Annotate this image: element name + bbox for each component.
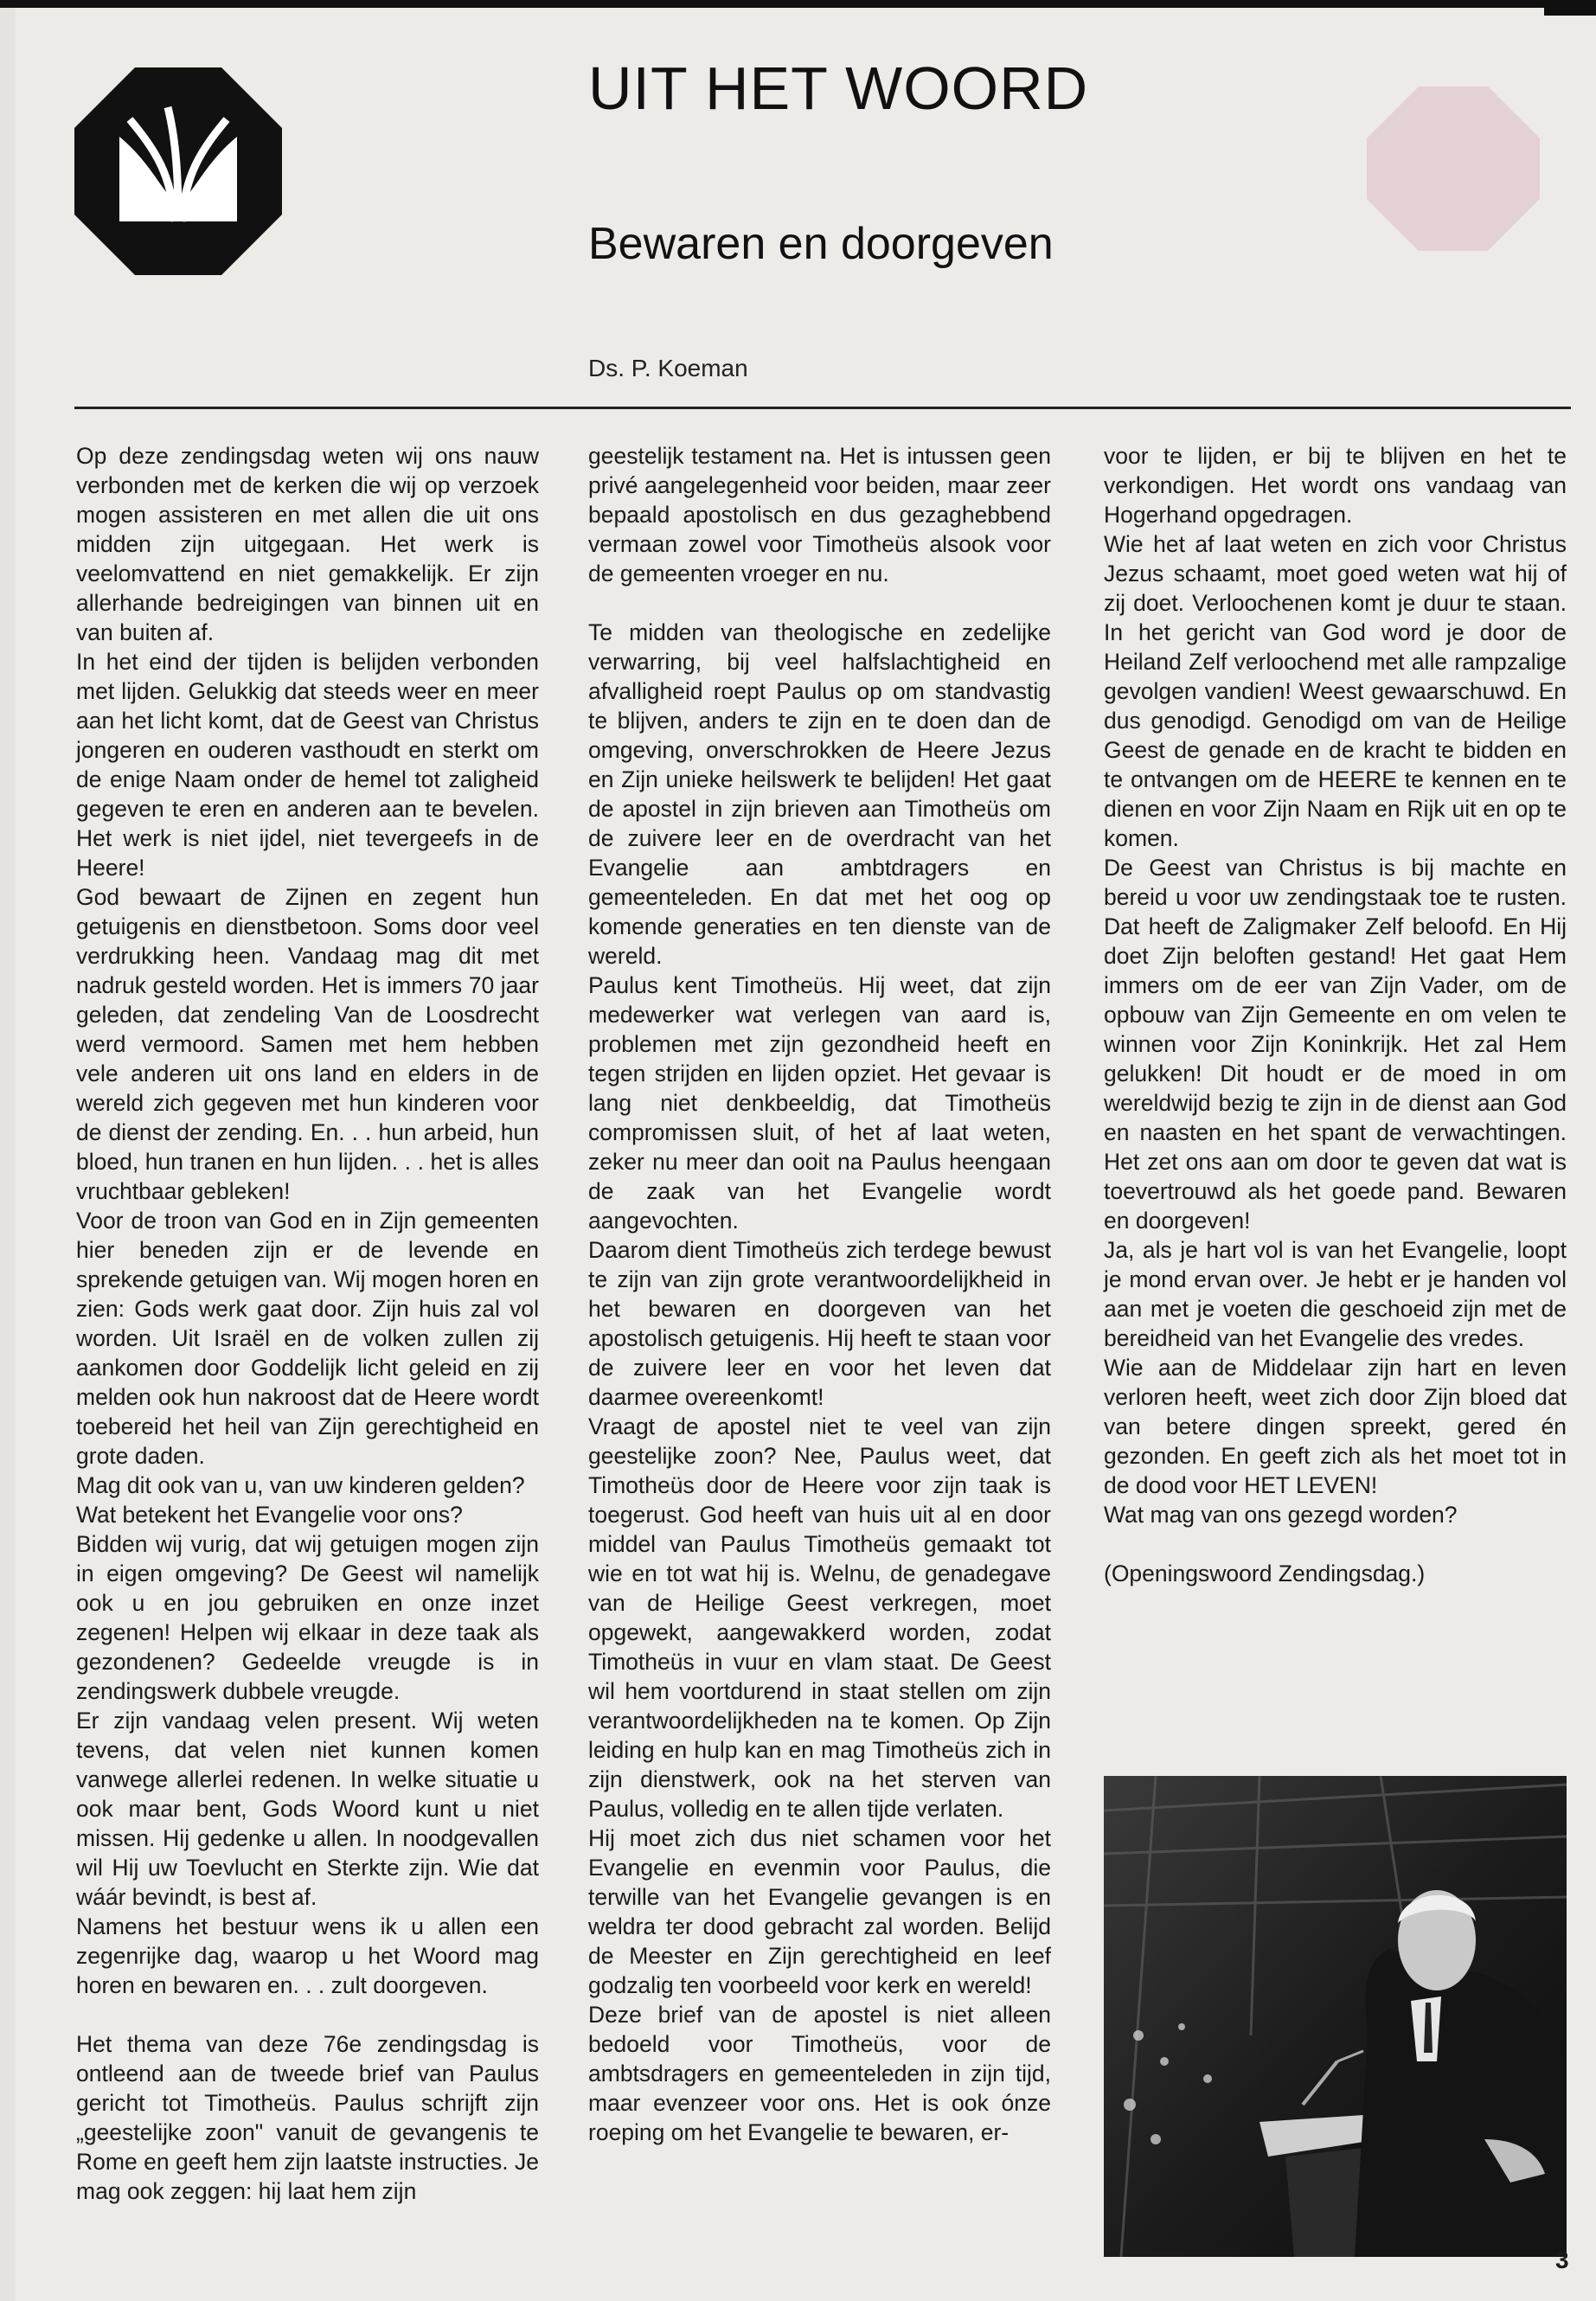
author-byline: Ds. P. Koeman (588, 355, 748, 381)
paragraph: Wie het af laat weten en zich voor Christus Jezus schaamt, moet goed weten wat hij of zij doet. Verloochenen komt je duur te staan. In het gericht van God word je door de Heiland Zelf verloochend met alle rampzalige gevolgen vandien! Weest gewaarschuwd. En dus genodigd. Genodigd om van de Heilige Geest de genade en de kracht te bidden en te ontvangen om de HEERE te kennen en te dienen en voor Zijn Naam en Rijk uit en op te komen. (1104, 531, 1567, 851)
text-column-3 (1104, 441, 1567, 1588)
article-title: Bewaren en doorgeven (588, 219, 1054, 269)
paragraph: Wie aan de Middelaar zijn hart en leven verloren heeft, weet zich door Zijn bloed dat van betere dingen spreekt, gered én gezonden. En geeft zich als het moet tot in de dood voor HET LEVEN! (1104, 1355, 1567, 1498)
paragraph: voor te lijden, er bij te blijven en het te verkondigen. Het wordt ons vandaag van Hogerhand opgedragen. (1104, 443, 1567, 528)
paragraph: Deze brief van de apostel is niet alleen bedoeld voor Timotheüs, voor de ambtsdragers en gemeenteleden in zijn tijd, maar evenzeer voor ons. Het is ook ónze roeping om het Evangelie te bewaren, er- (588, 2002, 1051, 2145)
paragraph: In het eind der tijden is belijden verbonden met lijden. Gelukkig dat steeds weer en meer aan het licht komt, dat de Geest van Christus jongeren en ouderen vasthoudt en sterkt om de enige Naam onder de hemel tot zaligheid gegeven te eren en anderen aan te bevelen. Het werk is niet ijdel, niet tevergeefs in de Heere! (76, 649, 539, 881)
paragraph: Op deze zendingsdag weten wij ons nauw verbonden met de kerken die wij op verzoek mogen assisteren en met allen die uit ons midden zijn uitgegaan. Het werk is veelomvattend en niet gemakkelijk. Er zijn allerhande bedreigingen van binnen uit en van buiten af. (76, 443, 539, 645)
paragraph: Daarom dient Timotheüs zich terdege bewust te zijn van zijn grote verantwoordelijkheid in het bewaren en doorgeven van het apostolisch getuigenis. Hij heeft te staan voor de zuivere leer en voor het leven dat daarmee overeenkomt! (588, 1237, 1051, 1410)
text-column-1 (76, 441, 539, 2206)
closing-note: (Openingswoord Zendingsdag.) (1104, 1561, 1426, 1586)
speaker-photo (1104, 1776, 1567, 2257)
paragraph: Voor de troon van God en in Zijn gemeenten hier beneden zijn er de levende en sprekende getuigen van. Wij mogen horen en zien: Gods werk gaat door. Zijn huis zal vol worden. Uit Israël en de volken zullen zij aankomen door Goddelijk licht geleid en zij melden ook hun nakroost dat de Heere wordt toebereid het heil van Zijn gerechtigheid en grote daden. (76, 1208, 539, 1469)
paragraph: Te midden van theologische en zedelijke verwarring, bij veel halfslachtigheid en afvalligheid roept Paulus op om standvastig te blijven, anders te zijn en te doen dan de omgeving, onverschrokken de Heere Jezus en Zijn unieke heilswerk te belijden! Het gaat de apostel in zijn brieven aan Timotheüs om de zuivere leer en de overdracht van het Evangelie aan ambtdragers en gemeenteleden. En dat met het oog op komende generaties en ten dienste van de wereld. (588, 619, 1051, 969)
bleed-through-logo (1367, 87, 1540, 251)
paragraph: De Geest van Christus is bij machte en bereid u voor uw zendingstaak toe te rusten. Dat heeft de Zaligmaker Zelf beloofd. En Hij doet Zijn beloften gestand! Het gaat Hem immers om de eer van Zijn Vader, om de opbouw van Zijn Gemeente en om velen te winnen voor Zijn Koninkrijk. Het zal Hem gelukken! Dit houdt er de moed in om wereldwijd bezig te zijn in de dienst aan God en naasten en het spant de verwachtingen. Het zet ons aan om door te geven dat wat is toevertrouwd als het goede pand. Bewaren en doorgeven! (1104, 855, 1567, 1234)
paragraph: Hij moet zich dus niet schamen voor het Evangelie en evenmin voor Paulus, die terwille van het Evangelie gevangen is en weldra ter dood gebracht zal worden. Belijd de Meester en Zijn gerechtigheid en leef godzalig ten voorbeeld voor kerk en wereld! (588, 1825, 1051, 1998)
section-title: UIT HET WOORD (588, 54, 1089, 122)
paragraph: Er zijn vandaag velen present. Wij weten tevens, dat velen niet kunnen komen vanwege allerlei redenen. In welke situatie u ook maar bent, Gods Woord kunt u niet missen. Hij gedenke u allen. In noodgevallen wil Hij uw Toevlucht en Sterkte zijn. Wie dat wáár bevindt, is best af. (76, 1708, 539, 1910)
top-corner-mark (1544, 0, 1596, 16)
paragraph: Paulus kent Timotheüs. Hij weet, dat zijn medewerker wat verlegen van aard is, problemen met zijn gezondheid heeft en tegen strijden en lijden opziet. Het gevaar is lang niet denkbeeldig, dat Timotheüs compromissen sluit, of het af laat weten, zeker nu meer dan ooit na Paulus heengaan de zaak van het Evangelie wordt aangevochten. (588, 972, 1051, 1234)
paragraph: geestelijk testament na. Het is intussen geen privé aangelegenheid voor beiden, maar zeer bepaald apostolisch en dus gezaghebbend vermaan zowel voor Timotheüs alsook voor de gemeenten vroeger en nu. (588, 443, 1051, 586)
top-border (0, 0, 1596, 8)
paragraph: Mag dit ook van u, van uw kinderen gelden? (76, 1472, 525, 1498)
page-number: 3 (1555, 2247, 1569, 2273)
paragraph: Het thema van deze 76e zendingsdag is ontleend aan de tweede brief van Paulus gericht tot Timotheüs. Paulus schrijft zijn „geestelijke zoon" vanuit de gevangenis te Rome en geeft hem zijn laatste instructies. Je mag ook zeggen: hij laat hem zijn (76, 2031, 539, 2204)
paragraph: Wat betekent het Evangelie voor ons? (76, 1502, 463, 1528)
paragraph: Vraagt de apostel niet te veel van zijn geestelijke zoon? Nee, Paulus weet, dat Timotheüs door de Heere voor zijn taak is toegerust. God heeft van huis uit al en door middel van Paulus Timotheüs gemaakt tot wie en tot wat hij is. Welnu, de genadegave van de Heilige Geest verkregen, moet opgewekt, aangewakkerd worden, zodat Timotheüs in vuur en vlam staat. De Geest wil hem voortdurend in staat stellen om zijn verantwoordelijkheden na te komen. Op Zijn leiding en hulp kan en mag Timotheüs zich in zijn dienstwerk, ook na het sterven van Paulus, volledig en te allen tijde verlaten. (588, 1413, 1051, 1822)
paragraph: Wat mag van ons gezegd worden? (1104, 1502, 1458, 1528)
open-book-icon (74, 67, 282, 275)
page-edge (0, 0, 16, 2301)
paragraph: Ja, als je hart vol is van het Evangelie, loopt je mond ervan over. Je hebt er je handen vol aan met je voeten die geschoeid zijn met de bereidheid van het Evangelie des vredes. (1104, 1237, 1567, 1351)
text-column-2 (588, 441, 1051, 2147)
paragraph: Bidden wij vurig, dat wij getuigen mogen zijn in eigen omgeving? De Geest wil namelijk ook u en jou gebruiken en onze inzet zegenen! Helpen wij elkaar in deze taak als gezondenen? Gedeelde vreugde is in zendingswerk dubbele vreugde. (76, 1531, 539, 1704)
header-rule (74, 407, 1571, 409)
paragraph: Namens het bestuur wens ik u allen een zegenrijke dag, waarop u het Woord mag horen en bewaren en. . . zult doorgeven. (76, 1913, 539, 1998)
paragraph: God bewaart de Zijnen en zegent hun getuigenis en dienstbetoon. Soms door veel verdrukking heen. Vandaag mag dit met nadruk gesteld worden. Het is immers 70 jaar geleden, dat zendeling Van de Loosdrecht werd vermoord. Samen met hem hebben vele anderen uit ons land en elders in de wereld zich gegeven met hun kinderen voor de dienst der zending. En. . . hun arbeid, hun bloed, hun tranen en hun lijden. . . het is alles vruchtbaar gebleken! (76, 884, 539, 1204)
